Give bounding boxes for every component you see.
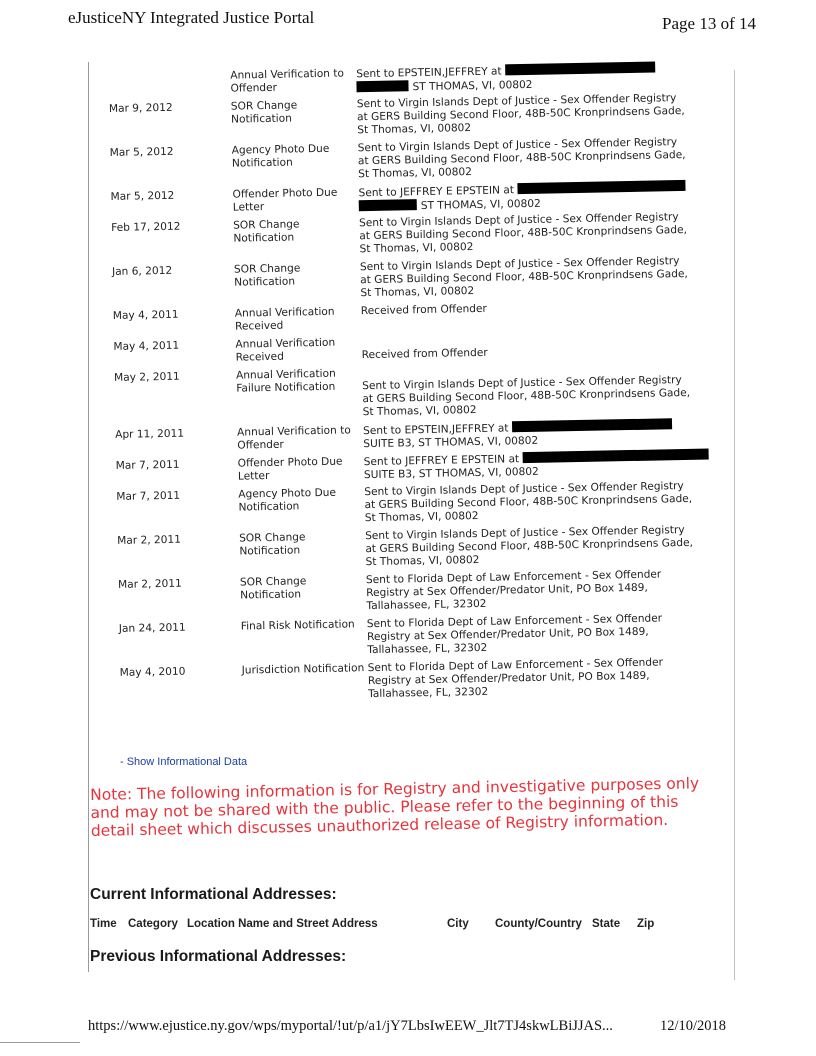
log-description-text: St Thomas, VI, 00802 xyxy=(360,285,475,300)
log-row xyxy=(102,60,722,95)
log-description-text: Sent to Virgin Islands Dept of Justice - Sex Offender Registry xyxy=(356,92,677,111)
log-description-text: at GERS Building Second Floor, 48B-50C Kronprindsens Gade, xyxy=(364,492,693,512)
log-description-text: at GERS Building Second Floor, 48B-50C Kronprindsens Gade, xyxy=(365,536,694,556)
log-type: SOR Change Notification xyxy=(233,218,300,245)
log-description-text: Tallahassee, FL, 32302 xyxy=(366,597,487,613)
log-description-text: at GERS Building Second Floor, 48B-50C Kronprindsens Gade, xyxy=(360,267,688,287)
redaction-block xyxy=(359,199,417,211)
log-type: SOR Change Notification xyxy=(233,262,301,289)
log-description xyxy=(356,60,756,96)
log-description-text: Tallahassee, FL, 32302 xyxy=(368,685,489,701)
log-description xyxy=(362,359,763,419)
log-row xyxy=(107,329,727,364)
log-description-text: Sent to EPSTEIN,JEFFREY at xyxy=(356,65,506,81)
log-description-text: St Thomas, VI, 00802 xyxy=(365,553,480,569)
log-row xyxy=(106,254,726,300)
log-type: Agency Photo Due Notification xyxy=(238,486,337,514)
redaction-block xyxy=(505,61,655,75)
log-description-line xyxy=(361,298,761,319)
log-description xyxy=(366,566,767,613)
log-description xyxy=(363,416,763,451)
page-number: Page 13 of 14 xyxy=(662,14,756,33)
col-location: Location Name and Street Address xyxy=(187,918,378,930)
log-description-text: St Thomas, VI, 00802 xyxy=(358,166,473,181)
redaction-block xyxy=(512,418,672,432)
redaction-block xyxy=(517,180,685,194)
log-description-text: Sent to Virgin Islands Dept of Justice - Sex Offender Registry xyxy=(365,524,685,543)
log-description-text: Sent to Florida Dept of Law Enforcement - Sex Offender xyxy=(365,568,662,587)
col-zip: Zip xyxy=(637,918,655,930)
log-row xyxy=(107,298,727,333)
log-type: Annual Verification Received xyxy=(235,336,336,364)
previous-addresses-title: Previous Informational Addresses: xyxy=(90,948,347,965)
log-description-text: Sent to JEFFREY E EPSTEIN at xyxy=(358,184,518,200)
log-row xyxy=(109,417,729,452)
log-row xyxy=(114,655,734,701)
log-row xyxy=(111,523,731,569)
log-date: Mar 7, 2011 xyxy=(116,489,181,503)
log-description-text: Registry at Sex Offender/Predator Unit, PO Box 1489, xyxy=(366,581,648,600)
log-description-text: Sent to Virgin Islands Dept of Justice - Sex Offender Registry xyxy=(357,136,678,155)
log-description-text: Received from Offender xyxy=(361,346,488,362)
log-type: SOR Change Notification xyxy=(239,575,307,602)
log-description-text: Received from Offender xyxy=(360,302,487,318)
log-description-text: Sent to JEFFREY E EPSTEIN at xyxy=(363,453,523,469)
log-description xyxy=(364,447,764,482)
log-row xyxy=(104,179,724,214)
log-description xyxy=(361,298,761,319)
current-addresses-title: Current Informational Addresses: xyxy=(90,886,337,903)
footer-rule xyxy=(0,1042,80,1043)
log-description-text: Sent to Florida Dept of Law Enforcement - Sex Offender xyxy=(367,656,664,675)
col-city: City xyxy=(447,918,469,930)
log-description-text: Sent to EPSTEIN,JEFFREY at xyxy=(362,422,512,438)
log-description xyxy=(367,610,768,657)
log-description xyxy=(360,254,761,301)
log-description xyxy=(364,478,765,525)
log-date: Mar 2, 2011 xyxy=(117,577,182,591)
log-date: Mar 2, 2011 xyxy=(117,533,182,547)
log-date: Apr 11, 2011 xyxy=(115,427,185,441)
log-date xyxy=(108,70,226,72)
log-description-text: St Thomas, VI, 00802 xyxy=(364,509,479,525)
log-date: May 2, 2011 xyxy=(113,370,180,384)
log-description-text: at GERS Building Second Floor, 48B-50C Kronprindsens Gade, xyxy=(356,104,685,124)
log-description-text: at GERS Building Second Floor, 48B-50C Kronprindsens Gade, xyxy=(359,223,688,243)
log-description-text: SUITE B3, ST THOMAS, VI, 00802 xyxy=(363,434,539,451)
log-description-text: Tallahassee, FL, 32302 xyxy=(367,641,488,657)
log-date: Jan 6, 2012 xyxy=(111,264,173,278)
log-description-text: ST THOMAS, VI, 00802 xyxy=(412,78,533,94)
log-type: Annual Verification Failure Notification xyxy=(235,367,336,395)
log-description xyxy=(358,179,758,215)
log-description-text: at GERS Building Second Floor, 48B-50C Kronprindsens Gade, xyxy=(362,386,691,406)
log-description-text: Sent to Florida Dept of Law Enforcement - Sex Offender xyxy=(366,612,663,631)
log-description xyxy=(358,135,759,182)
log-date: May 4, 2010 xyxy=(119,665,186,679)
log-date: Jan 24, 2011 xyxy=(118,621,186,635)
log-date: Mar 7, 2011 xyxy=(115,458,180,472)
log-type: Final Risk Notification xyxy=(240,618,355,633)
log-date: May 4, 2011 xyxy=(113,339,180,353)
log-description-text: SUITE B3, ST THOMAS, VI, 00802 xyxy=(363,465,539,482)
footer-url: https://www.ejustice.ny.gov/wps/myportal/!ut/p/a1/jY7LbsIwEEW_Jlt7TJ4skwLBiJJAS... xyxy=(88,1018,613,1034)
redaction-block xyxy=(522,449,708,464)
log-type: Annual Verification to Offender xyxy=(237,424,351,452)
col-county-country: County/Country xyxy=(495,918,582,930)
log-type: SOR Change Notification xyxy=(239,531,306,558)
log-type: Jurisdiction Notification xyxy=(241,662,365,677)
portal-title: eJusticeNY Integrated Justice Portal xyxy=(68,8,315,27)
log-description xyxy=(361,328,761,362)
log-date: Mar 9, 2012 xyxy=(108,101,173,115)
log-description-text: Sent to Virgin Islands Dept of Justice - Sex Offender Registry xyxy=(359,255,680,274)
registry-note: Note: The following information is for Registry and investigative purposes only and may not be shared with the public. Please refer to the beginning of this detail sheet which discusses unauthorized release of Registry information. xyxy=(90,774,700,840)
log-type: Agency Photo Due Notification xyxy=(231,142,330,170)
log-type: Offender Photo Due Letter xyxy=(232,186,338,214)
log-date: May 4, 2011 xyxy=(112,308,179,322)
log-description xyxy=(359,210,760,257)
log-description-text: Registry at Sex Offender/Predator Unit, PO Box 1489, xyxy=(366,625,649,644)
log-type: Annual Verification Received xyxy=(234,305,335,333)
log-type: SOR Change Notification xyxy=(230,99,298,126)
log-description xyxy=(357,91,758,138)
log-date: Mar 5, 2012 xyxy=(110,189,175,203)
log-description-text: Sent to Virgin Islands Dept of Justice - Sex Offender Registry xyxy=(359,211,679,230)
footer-date: 12/10/2018 xyxy=(660,1018,727,1034)
log-description-text: St Thomas, VI, 00802 xyxy=(362,403,477,419)
log-description-text: Registry at Sex Offender/Predator Unit, PO Box 1489, xyxy=(367,669,650,688)
log-description-text: at GERS Building Second Floor, 48B-50C Kronprindsens Gade, xyxy=(357,148,686,168)
log-type: Annual Verification to Offender xyxy=(230,67,345,95)
log-row xyxy=(108,360,728,419)
col-time: Time xyxy=(90,918,117,930)
log-date: Feb 17, 2012 xyxy=(111,220,181,234)
col-state: State xyxy=(592,918,621,930)
col-category: Category xyxy=(128,918,178,930)
show-informational-data-link[interactable]: - Show Informational Data xyxy=(120,756,248,768)
log-description-text: St Thomas, VI, 00802 xyxy=(357,122,472,137)
log-description-text: Sent to Virgin Islands Dept of Justice - Sex Offender Registry xyxy=(362,374,682,393)
log-description-text: ST THOMAS, VI, 00802 xyxy=(420,197,541,213)
log-description xyxy=(368,654,769,701)
log-row xyxy=(112,567,732,613)
log-date: Mar 5, 2012 xyxy=(109,145,174,159)
log-row xyxy=(104,135,724,181)
redaction-block xyxy=(356,80,408,92)
log-row xyxy=(113,611,733,657)
log-description-text: St Thomas, VI, 00802 xyxy=(359,241,474,256)
log-type: Offender Photo Due Letter xyxy=(237,455,343,483)
log-description xyxy=(365,522,766,569)
log-description-text: Sent to Virgin Islands Dept of Justice - Sex Offender Registry xyxy=(364,480,684,499)
